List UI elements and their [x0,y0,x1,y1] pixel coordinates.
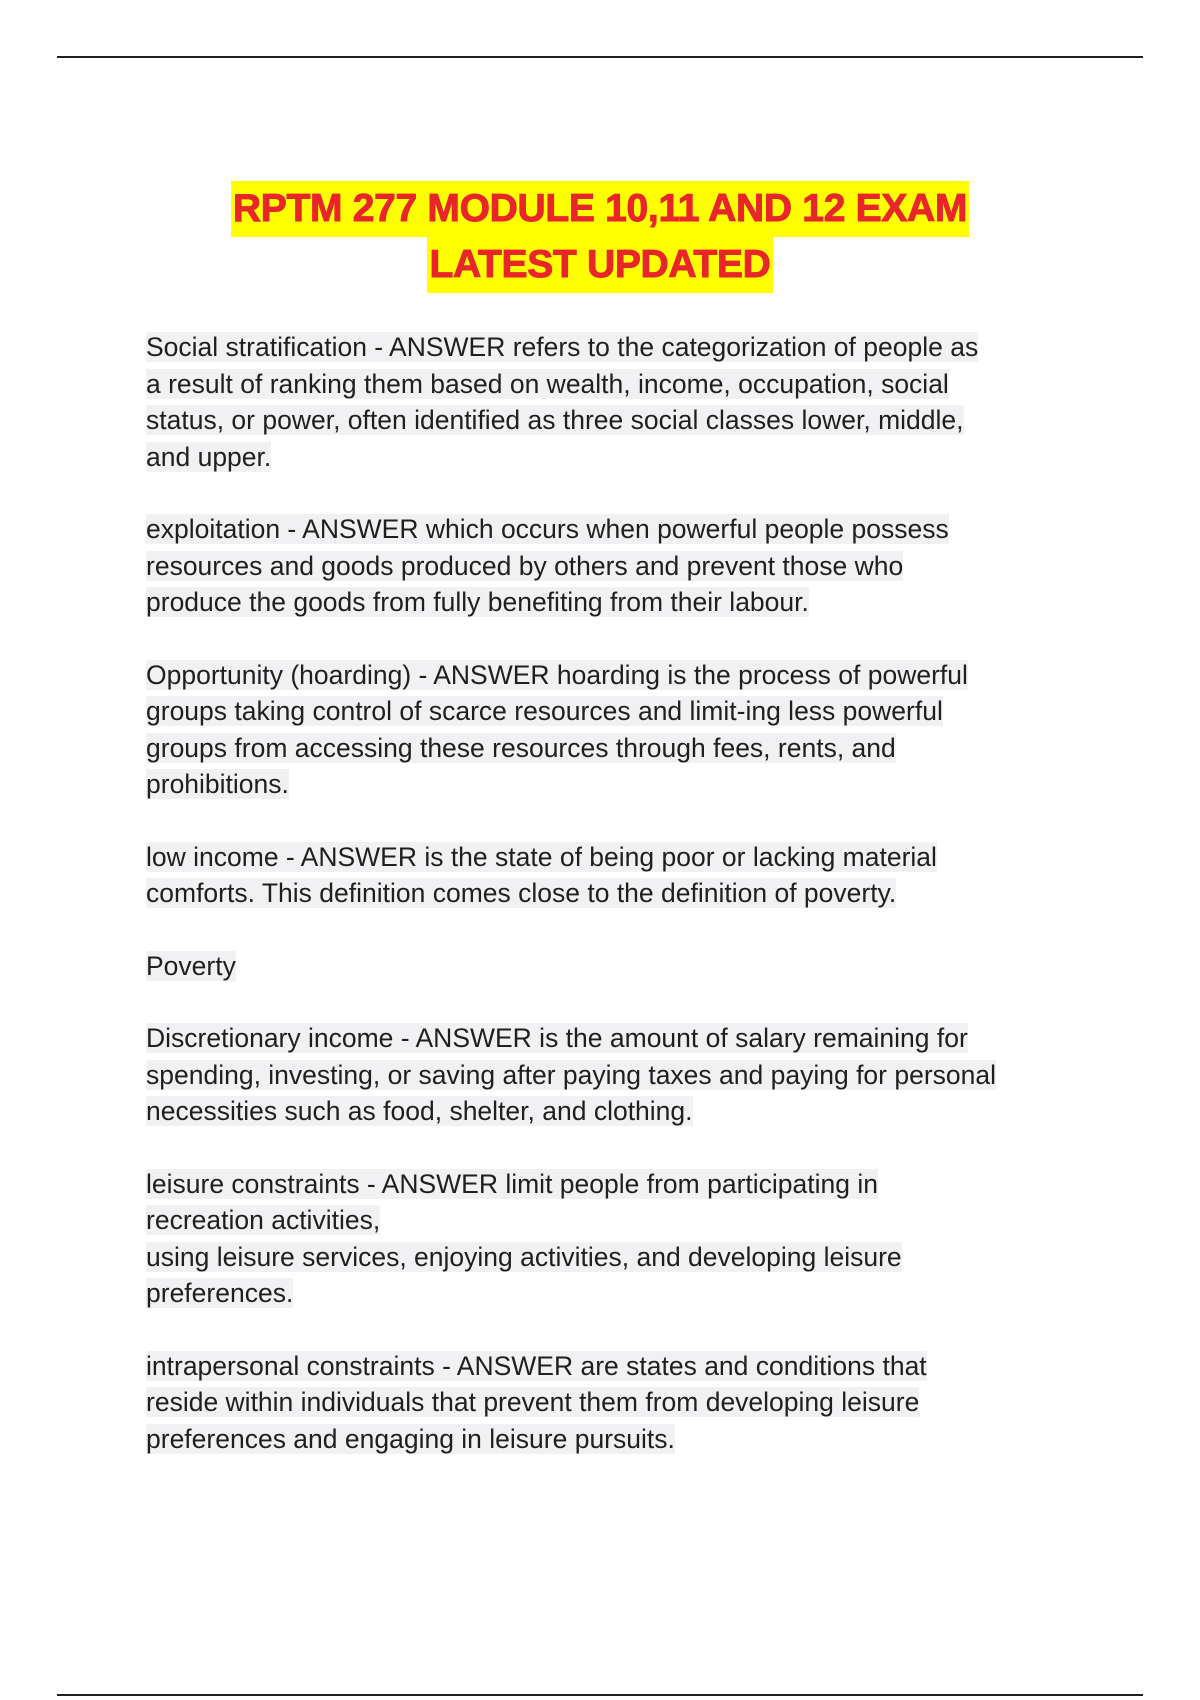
entry-exploitation [146,511,1066,621]
entry-low-income [146,839,1066,912]
entry-text: Poverty [146,950,236,981]
entry-text: Opportunity (hoarding) - ANSWER hoarding is the process of powerful groups taking control of scarce resources and limit-ing less powerful groups from accessing these resources through fees, rents, and prohibitions. [146,659,968,799]
entry-leisure-constraints [146,1166,1066,1312]
entry-text: Discretionary income - ANSWER is the amount of salary remaining for spending, investing, or saving after paying taxes and paying for personal necessities such as food, shelter, and clothing. [146,1023,997,1126]
entry-poverty [146,948,1066,985]
entry-text: leisure constraints - ANSWER limit people from participating in recreation activities, using leisure services, enjoying activities, and developing leisure preferences. [146,1168,902,1308]
entry-discretionary-income [146,1020,1066,1130]
bottom-rule [57,1694,1143,1696]
entry-text: low income - ANSWER is the state of being poor or lacking material comforts. This definition comes close to the definition of poverty. [146,841,937,908]
entry-social-stratification [146,329,1066,475]
entry-opportunity-hoarding [146,657,1066,803]
document-title [0,181,1200,293]
entry-text: Social stratification - ANSWER refers to the categorization of people as a result of ranking them based on wealth, income, occupation, social status, or power, often identified as three social classes lower, middle, and upper. [146,332,979,472]
title-line-2: LATEST UPDATED [427,237,772,293]
title-line-1: RPTM 277 MODULE 10,11 AND 12 EXAM [231,181,969,237]
top-rule [57,56,1143,58]
entry-intrapersonal-constraints [146,1348,1066,1458]
entry-text: intrapersonal constraints - ANSWER are states and conditions that reside within individuals that prevent them from developing leisure preferences and engaging in leisure pursuits. [146,1350,927,1454]
document-body [146,329,1066,1493]
entry-text: exploitation - ANSWER which occurs when powerful people possess resources and goods produced by others and prevent those who produce the goods from fully benefiting from their labour. [146,514,949,617]
